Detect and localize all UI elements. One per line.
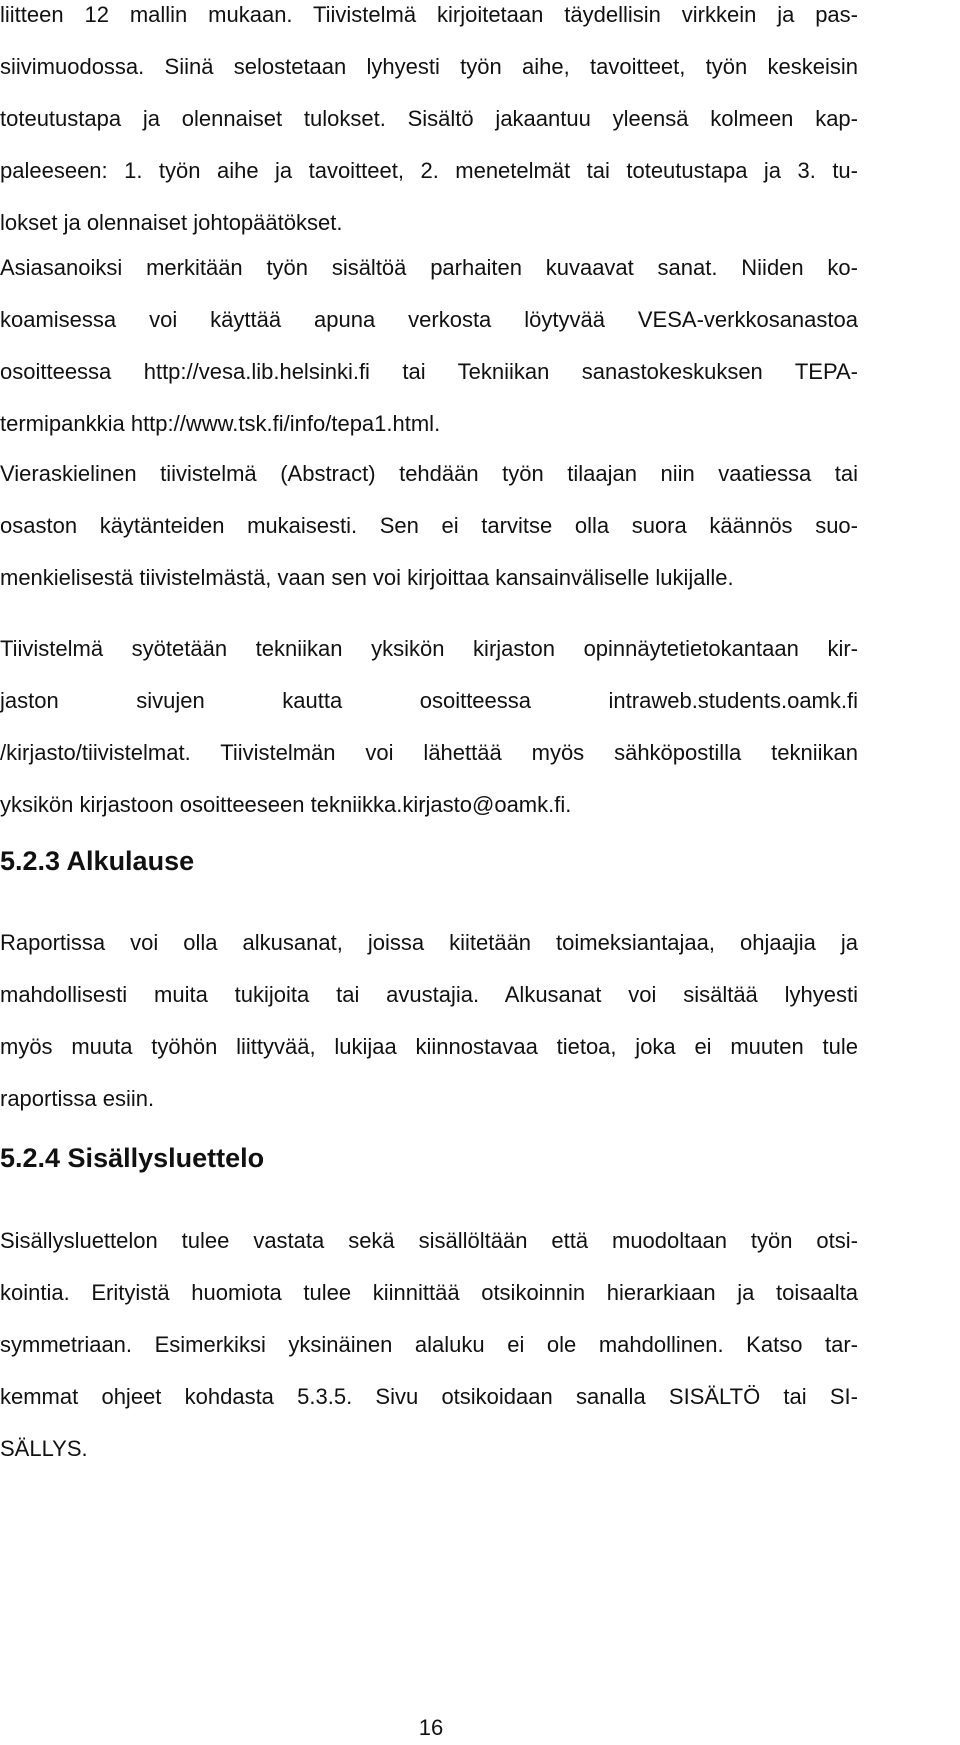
text-line: yksikön kirjastoon osoitteeseen tekniikka.kirjasto@oamk.fi. — [0, 792, 572, 817]
text-line: paleeseen: 1. työn aihe ja tavoitteet, 2. menetelmät tai toteutustapa ja 3. tu- — [0, 158, 858, 183]
paragraph-alkulause — [0, 932, 858, 1140]
text-line: Sisällysluettelon tulee vastata sekä sisällöltään että muodoltaan työn otsi- — [0, 1228, 858, 1253]
section-heading-sisallysluettelo: 5.2.4 Sisällysluettelo — [0, 1143, 265, 1173]
text-line: raportissa esiin. — [0, 1086, 155, 1111]
paragraph-sisallysluettelo — [0, 1230, 858, 1490]
text-line: Raportissa voi olla alkusanat, joissa kiitetään toimeksiantajaa, ohjaajia ja — [0, 930, 858, 955]
text-line: kemmat ohjeet kohdasta 5.3.5. Sivu otsikoidaan sanalla SISÄLTÖ tai SI- — [0, 1384, 858, 1409]
text-line: menkielisestä tiivistelmästä, vaan sen voi kirjoittaa kansainväliselle lukijalle. — [0, 565, 734, 590]
section-heading-alkulause: 5.2.3 Alkulause — [0, 846, 195, 876]
text-line: siivimuodossa. Siinä selostetaan lyhyesti työn aihe, tavoitteet, työn keskeisin — [0, 54, 858, 79]
text-line: lokset ja olennaiset johtopäätökset. — [0, 210, 343, 235]
text-line: osoitteessa http://vesa.lib.helsinki.fi tai Tekniikan sanastokeskuksen TEPA- — [0, 359, 858, 384]
text-line: Asiasanoiksi merkitään työn sisältöä parhaiten kuvaavat sanat. Niiden ko- — [0, 255, 858, 280]
text-line: jaston sivujen kautta osoitteessa intraweb.students.oamk.fi — [0, 688, 858, 713]
text-line: osaston käytänteiden mukaisesti. Sen ei tarvitse olla suora käännös suo- — [0, 513, 858, 538]
text-line: koamisessa voi käyttää apuna verkosta löytyvää VESA-verkkosanastoa — [0, 307, 858, 332]
text-line: myös muuta työhön liittyvää, lukijaa kiinnostavaa tietoa, joka ei muuten tule — [0, 1034, 858, 1059]
text-line: mahdollisesti muita tukijoita tai avustajia. Alkusanat voi sisältää lyhyesti — [0, 982, 858, 1007]
paragraph-abstract-submission — [0, 638, 858, 846]
text-line: liitteen 12 mallin mukaan. Tiivistelmä kirjoitetaan täydellisin virkkein ja pas- — [0, 2, 858, 27]
paragraph-abstract-content — [0, 4, 858, 264]
text-line: SÄLLYS. — [0, 1436, 88, 1461]
text-line: symmetriaan. Esimerkiksi yksinäinen alaluku ei ole mahdollinen. Katso tar- — [0, 1332, 858, 1357]
text-line: Vieraskielinen tiivistelmä (Abstract) tehdään työn tilaajan niin vaatiessa tai — [0, 461, 858, 486]
text-line: termipankkia http://www.tsk.fi/info/tepa1.html. — [0, 411, 441, 436]
paragraph-foreign-abstract — [0, 463, 858, 619]
text-line: toteutustapa ja olennaiset tulokset. Sisältö jakaantuu yleensä kolmeen kap- — [0, 106, 858, 131]
text-line: Tiivistelmä syötetään tekniikan yksikön kirjaston opinnäytetietokantaan kir- — [0, 636, 858, 661]
page-number: 16 — [418, 1715, 444, 1740]
paragraph-keywords — [0, 257, 858, 465]
text-line: kointia. Erityistä huomiota tulee kiinnittää otsikoinnin hierarkiaan ja toisaalta — [0, 1280, 858, 1305]
text-line: /kirjasto/tiivistelmat. Tiivistelmän voi lähettää myös sähköpostilla tekniikan — [0, 740, 858, 765]
